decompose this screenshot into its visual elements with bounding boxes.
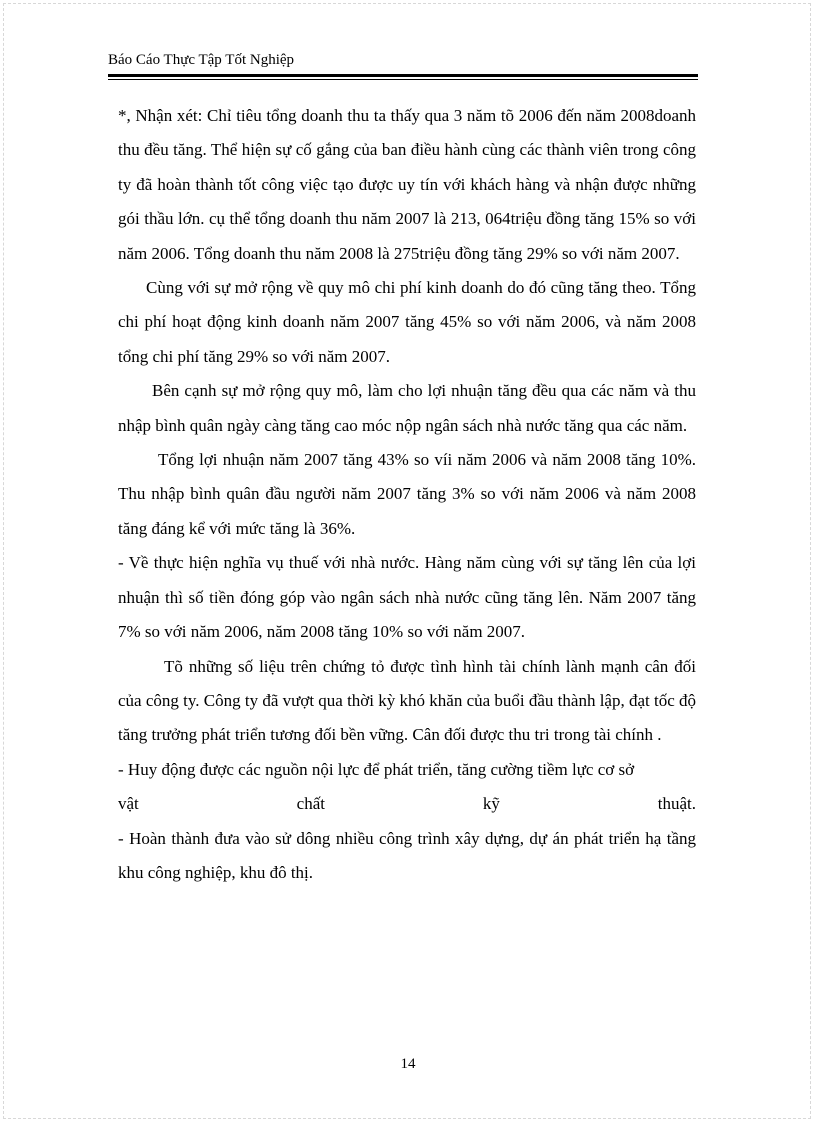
paragraph-project-completion: - Hoàn thành đưa vào sử dông nhiều công trình xây dựng, dự án phát triển hạ tầng khu công nghiệp, khu đô thị.: [118, 828, 696, 882]
paragraph-financial-health: Tõ những số liệu trên chứng tỏ được tình hình tài chính lành mạnh cân đối của công ty. Công ty đã vượt qua thời kỳ khó khăn của buổi đầu thành lập, đạt tốc độ tăng trưởng phát triển tương đối bền vững. Cân đối được thu tri trong tài chính .: [118, 656, 696, 745]
paragraph-total-profit: Tổng lợi nhuận năm 2007 tăng 43% so víi năm 2006 và năm 2008 tăng 10%. Thu nhập bình quân đầu người năm 2007 tăng 3% so với năm 2006 và năm 2008 tăng đáng kể với mức tăng là 36%.: [118, 450, 696, 538]
page-number: 14: [400, 1056, 416, 1072]
header-rule-thick: [108, 74, 698, 77]
paragraph-profit-income: Bên cạnh sự mở rộng quy mô, làm cho lợi nhuận tăng đều qua các năm và thu nhập bình quân ngày càng tăng cao móc nộp ngân sách nhà nước tăng qua các năm.: [118, 381, 696, 435]
paragraph-cost-growth: Cùng với sự mở rộng về quy mô chi phí kinh doanh do đó cũng tăng theo. Tổng chi phí hoạt động kinh doanh năm 2007 tăng 45% so với năm 2006, và năm 2008 tổng chi phí tăng 29% so với năm 2007.: [118, 278, 696, 366]
document-header-title: Báo Cáo Thực Tập Tốt Nghiệp: [108, 52, 295, 68]
document-body: [118, 99, 696, 890]
paragraph-resource-mobilization: - Huy động được các nguồn nội lực để phát triển, tăng cường tiềm lực cơ sở: [118, 759, 635, 779]
paragraph-tax-obligation: - Về thực hiện nghĩa vụ thuế với nhà nước. Hàng năm cùng với sự tăng lên của lợi nhuận thì số tiền đóng góp vào ngân sách nhà nước cũng tăng lên. Năm 2007 tăng 7% so với năm 2006, năm 2008 tăng 10% so với năm 2007.: [118, 553, 696, 642]
paragraph-resource-mobilization-cont: vật chất kỹ thuật.: [118, 794, 696, 814]
paragraph-revenue-remark: *, Nhận xét: Chỉ tiêu tổng doanh thu ta thấy qua 3 năm tõ 2006 đến năm 2008doanh thu đều tăng. Thể hiện sự cố gắng của ban điều hành cùng các thành viên trong công ty đã hoàn thành tốt công việc tạo được uy tín với khách hàng và nhận được những gói thầu lớn. cụ thể tổng doanh thu năm 2007 là 213, 064triệu đồng tăng 15% so với năm 2006. Tổng doanh thu năm 2008 là 275triệu đồng tăng 29% so với năm 2007.: [118, 106, 696, 263]
header-rule-thin: [108, 79, 698, 80]
